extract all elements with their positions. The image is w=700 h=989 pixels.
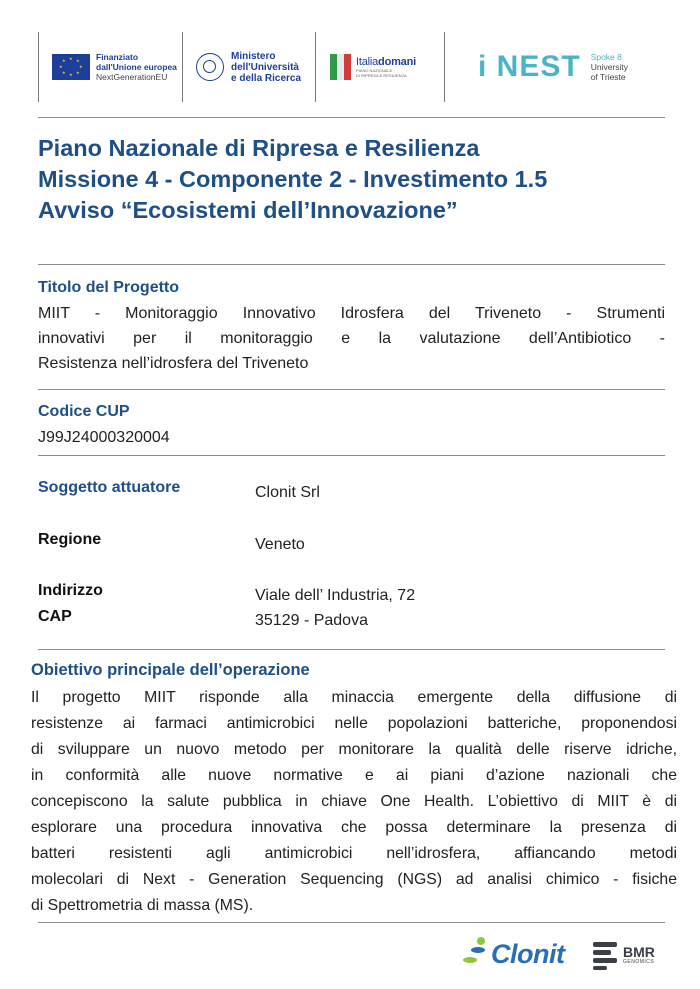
cup-value: J99J24000320004 [38, 429, 170, 446]
indirizzo-label: Indirizzo [38, 582, 103, 599]
italiadomani-brand-a: Italia [356, 56, 379, 68]
logo-strip [38, 32, 665, 102]
objective-line: batteri resistenti agli antimicrobici nell’idrosfera, affiancando metodi [31, 845, 677, 862]
mur-logo [196, 32, 301, 102]
inest-uni1: University [590, 62, 628, 72]
bmr-brand: BMR [623, 944, 655, 960]
divider [38, 649, 665, 650]
eu-line3: NextGenerationEU [96, 72, 168, 82]
eu-logo [52, 32, 177, 102]
title-line-1: Piano Nazionale di Ripresa e Resilienza [38, 135, 480, 161]
inest-brand: i NEST [478, 50, 581, 83]
bmr-sub: GENOMICS [623, 959, 655, 965]
soggetto-value: Clonit Srl [255, 484, 320, 501]
objective-line: in conformità alle nuove normative e ai piani d’azione nazionali che [31, 767, 677, 784]
page-title [38, 133, 678, 226]
indirizzo-value: Viale dell’ Industria, 72 [255, 587, 416, 604]
project-title-text [38, 301, 665, 376]
objective-line: resistenze ai farmaci antimicrobici nelle popolazioni batteriche, proponendosi [31, 715, 677, 732]
cap-label: CAP [38, 608, 72, 625]
objective-line: di Spettrometria di massa (MS). [31, 897, 254, 914]
divider [38, 922, 665, 923]
mur-line1: Ministero [231, 50, 276, 62]
logo-divider [182, 32, 183, 102]
logo-divider [444, 32, 445, 102]
objective-line: concepiscono la salute pubblica in chiave One Health. L’obiettivo di MIIT è di [31, 793, 677, 810]
objective-text [31, 685, 677, 919]
project-line-2: innovativi per il monitoraggio e la valutazione dell’Antibiotico - [38, 330, 665, 347]
mur-line3: e della Ricerca [231, 72, 302, 84]
regione-value: Veneto [255, 536, 305, 553]
logo-divider [315, 32, 316, 102]
divider [38, 264, 665, 265]
eu-line2: dall'Unione europea [96, 62, 177, 72]
logo-divider [38, 32, 39, 102]
eu-line1: Finanziato [96, 52, 139, 62]
soggetto-label: Soggetto attuatore [38, 479, 181, 496]
project-line-3: Resistenza nell’idrosfera del Triveneto [38, 355, 309, 372]
italiadomani-brand-b: domani [378, 56, 416, 68]
inest-spoke: Spoke 8 [590, 52, 622, 62]
objective-title: Obiettivo principale dell’operazione [31, 661, 310, 679]
italiadomani-flag-icon [330, 54, 352, 80]
objective-line: di sviluppare un nuovo metodo per monitorare la qualità delle riserve idriche, [31, 741, 677, 758]
republic-emblem-icon [196, 53, 224, 81]
clonit-mark-icon [459, 935, 489, 973]
italiadomani-logo [330, 32, 416, 102]
inest-logo [478, 32, 628, 102]
clonit-brand: Clonit [491, 938, 565, 969]
project-line-1: MIIT - Monitoraggio Innovativo Idrosfera del Triveneto - Strumenti [38, 305, 665, 322]
bmr-logo [593, 940, 655, 970]
objective-line: molecolari di Next - Generation Sequencing (NGS) ad analisi chimico - fisiche [31, 871, 677, 888]
divider [38, 117, 665, 118]
cup-label: Codice CUP [38, 403, 130, 420]
eu-flag-icon: ★ ★ ★ ★ ★ ★ ★ ★ [52, 54, 90, 80]
italiadomani-sub2: DI RIPRESA E RESILIENZA [356, 73, 407, 78]
inest-uni2: of Trieste [590, 72, 626, 82]
mur-line2: dell'Università [231, 61, 299, 73]
objective-line: Il progetto MIIT risponde alla minaccia emergente della diffusione di [31, 689, 677, 706]
clonit-logo [459, 935, 564, 973]
title-line-2: Missione 4 - Componente 2 - Investimento 1.5 [38, 166, 548, 192]
divider [38, 389, 665, 390]
divider [38, 455, 665, 456]
bmr-mark-icon [593, 940, 619, 970]
project-title-label: Titolo del Progetto [38, 279, 180, 296]
objective-line: esplorare una procedura innovativa che possa determinare la presenza di [31, 819, 677, 836]
title-line-3: Avviso “Ecosistemi dell’Innovazione” [38, 197, 458, 223]
italiadomani-sub1: PIANO NAZIONALE [356, 68, 393, 73]
cap-value: 35129 - Padova [255, 612, 368, 629]
regione-label: Regione [38, 531, 102, 548]
